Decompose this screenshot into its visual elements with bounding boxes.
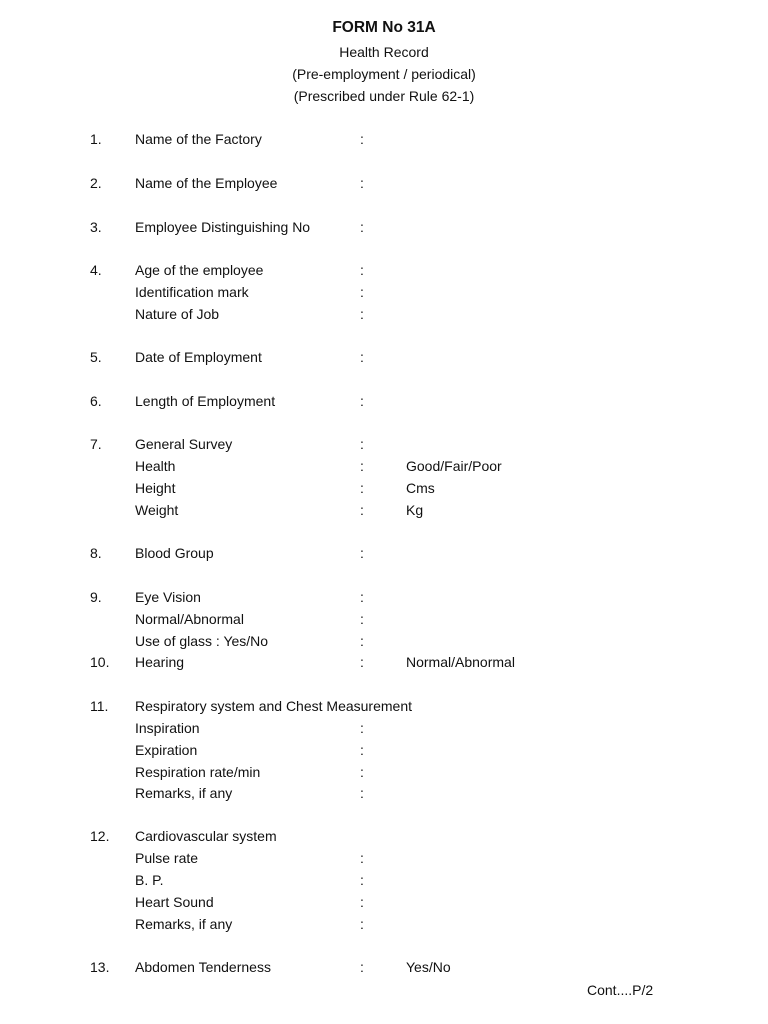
field-separator: :: [360, 654, 364, 670]
field-label: Length of Employment: [135, 393, 276, 409]
field-separator: :: [360, 894, 364, 910]
form-rule: (Prescribed under Rule 62-1): [293, 88, 475, 104]
field-separator: :: [360, 611, 364, 627]
field-separator: :: [360, 742, 364, 758]
field-value: Yes/No: [406, 959, 451, 975]
field-separator: :: [360, 633, 364, 649]
form-row: [0, 456, 768, 476]
form-row: [0, 304, 768, 324]
form-subtitle: Health Record: [339, 44, 429, 60]
field-value: Good/Fair/Poor: [406, 458, 502, 474]
field-label: B. P.: [135, 872, 164, 888]
field-separator: :: [360, 436, 364, 452]
field-separator: :: [360, 306, 364, 322]
row-number: 4.: [90, 262, 102, 278]
field-separator: :: [360, 545, 364, 561]
field-label: Respiration rate/min: [135, 764, 261, 780]
form-row: [0, 391, 768, 411]
form-row: [0, 631, 768, 651]
field-label: Identification mark: [135, 284, 249, 300]
form-row: [0, 260, 768, 280]
row-number: 1.: [90, 131, 102, 147]
field-label: Hearing: [135, 654, 185, 670]
continuation-note: Cont....P/2: [587, 982, 654, 998]
form-type: (Pre-employment / periodical): [292, 66, 476, 82]
form-row: [0, 587, 768, 607]
field-separator: :: [360, 502, 364, 518]
form-row: [0, 826, 768, 846]
form-row: [0, 783, 768, 803]
field-label: Abdomen Tenderness: [135, 959, 271, 975]
form-row: [0, 434, 768, 454]
form-row: [0, 957, 768, 977]
field-separator: :: [360, 458, 364, 474]
form-row: [0, 543, 768, 563]
field-separator: :: [360, 720, 364, 736]
form-row: [0, 217, 768, 237]
form-row: [0, 718, 768, 738]
form-row: [0, 892, 768, 912]
form-row: [0, 762, 768, 782]
field-separator: :: [360, 785, 364, 801]
row-number: 8.: [90, 545, 102, 561]
field-separator: :: [360, 764, 364, 780]
row-number: 12.: [90, 828, 110, 844]
form-title: FORM No 31A: [332, 19, 436, 36]
field-separator: :: [360, 393, 364, 409]
field-separator: :: [360, 349, 364, 365]
field-separator: :: [360, 131, 364, 147]
field-label: Height: [135, 480, 176, 496]
field-label: Cardiovascular system: [135, 828, 277, 844]
field-label: Health: [135, 458, 176, 474]
form-row: [0, 129, 768, 149]
row-number: 11.: [90, 698, 109, 714]
form-row: [0, 914, 768, 934]
form-row: [0, 500, 768, 520]
row-number: 2.: [90, 175, 102, 191]
field-separator: :: [360, 219, 364, 235]
field-label: General Survey: [135, 436, 233, 452]
field-value: Normal/Abnormal: [406, 654, 515, 670]
field-label: Expiration: [135, 742, 198, 758]
row-number: 7.: [90, 436, 102, 452]
row-number: 6.: [90, 393, 102, 409]
field-label: Respiratory system and Chest Measurement: [135, 698, 412, 714]
form-row: [0, 870, 768, 890]
field-separator: :: [360, 480, 364, 496]
row-number: 10.: [90, 654, 110, 670]
field-separator: :: [360, 284, 364, 300]
row-number: 5.: [90, 349, 102, 365]
field-label: Use of glass : Yes/No: [135, 633, 269, 649]
field-label: Heart Sound: [135, 894, 214, 910]
field-label: Date of Employment: [135, 349, 262, 365]
row-number: 3.: [90, 219, 102, 235]
field-label: Age of the employee: [135, 262, 264, 278]
field-label: Name of the Factory: [135, 131, 262, 147]
field-label: Inspiration: [135, 720, 200, 736]
row-number: 9.: [90, 589, 102, 605]
form-row: [0, 478, 768, 498]
field-separator: :: [360, 850, 364, 866]
field-label: Remarks, if any: [135, 785, 233, 801]
row-number: 13.: [90, 959, 110, 975]
field-separator: :: [360, 262, 364, 278]
field-label: Weight: [135, 502, 179, 518]
field-label: Name of the Employee: [135, 175, 278, 191]
form-row: [0, 609, 768, 629]
field-label: Employee Distinguishing No: [135, 219, 311, 235]
field-value: Cms: [406, 480, 435, 496]
field-separator: :: [360, 872, 364, 888]
field-separator: :: [360, 959, 364, 975]
form-row: [0, 848, 768, 868]
field-label: Nature of Job: [135, 306, 220, 322]
field-label: Pulse rate: [135, 850, 199, 866]
field-separator: :: [360, 589, 364, 605]
form-row: [0, 347, 768, 367]
field-separator: :: [360, 916, 364, 932]
field-value: Kg: [406, 502, 424, 518]
field-label: Blood Group: [135, 545, 214, 561]
form-row: [0, 740, 768, 760]
form-row: [0, 652, 768, 672]
field-label: Eye Vision: [135, 589, 201, 605]
field-separator: :: [360, 175, 364, 191]
form-row: [0, 696, 768, 716]
form-row: [0, 173, 768, 193]
field-label: Remarks, if any: [135, 916, 233, 932]
field-label: Normal/Abnormal: [135, 611, 244, 627]
form-row: [0, 282, 768, 302]
